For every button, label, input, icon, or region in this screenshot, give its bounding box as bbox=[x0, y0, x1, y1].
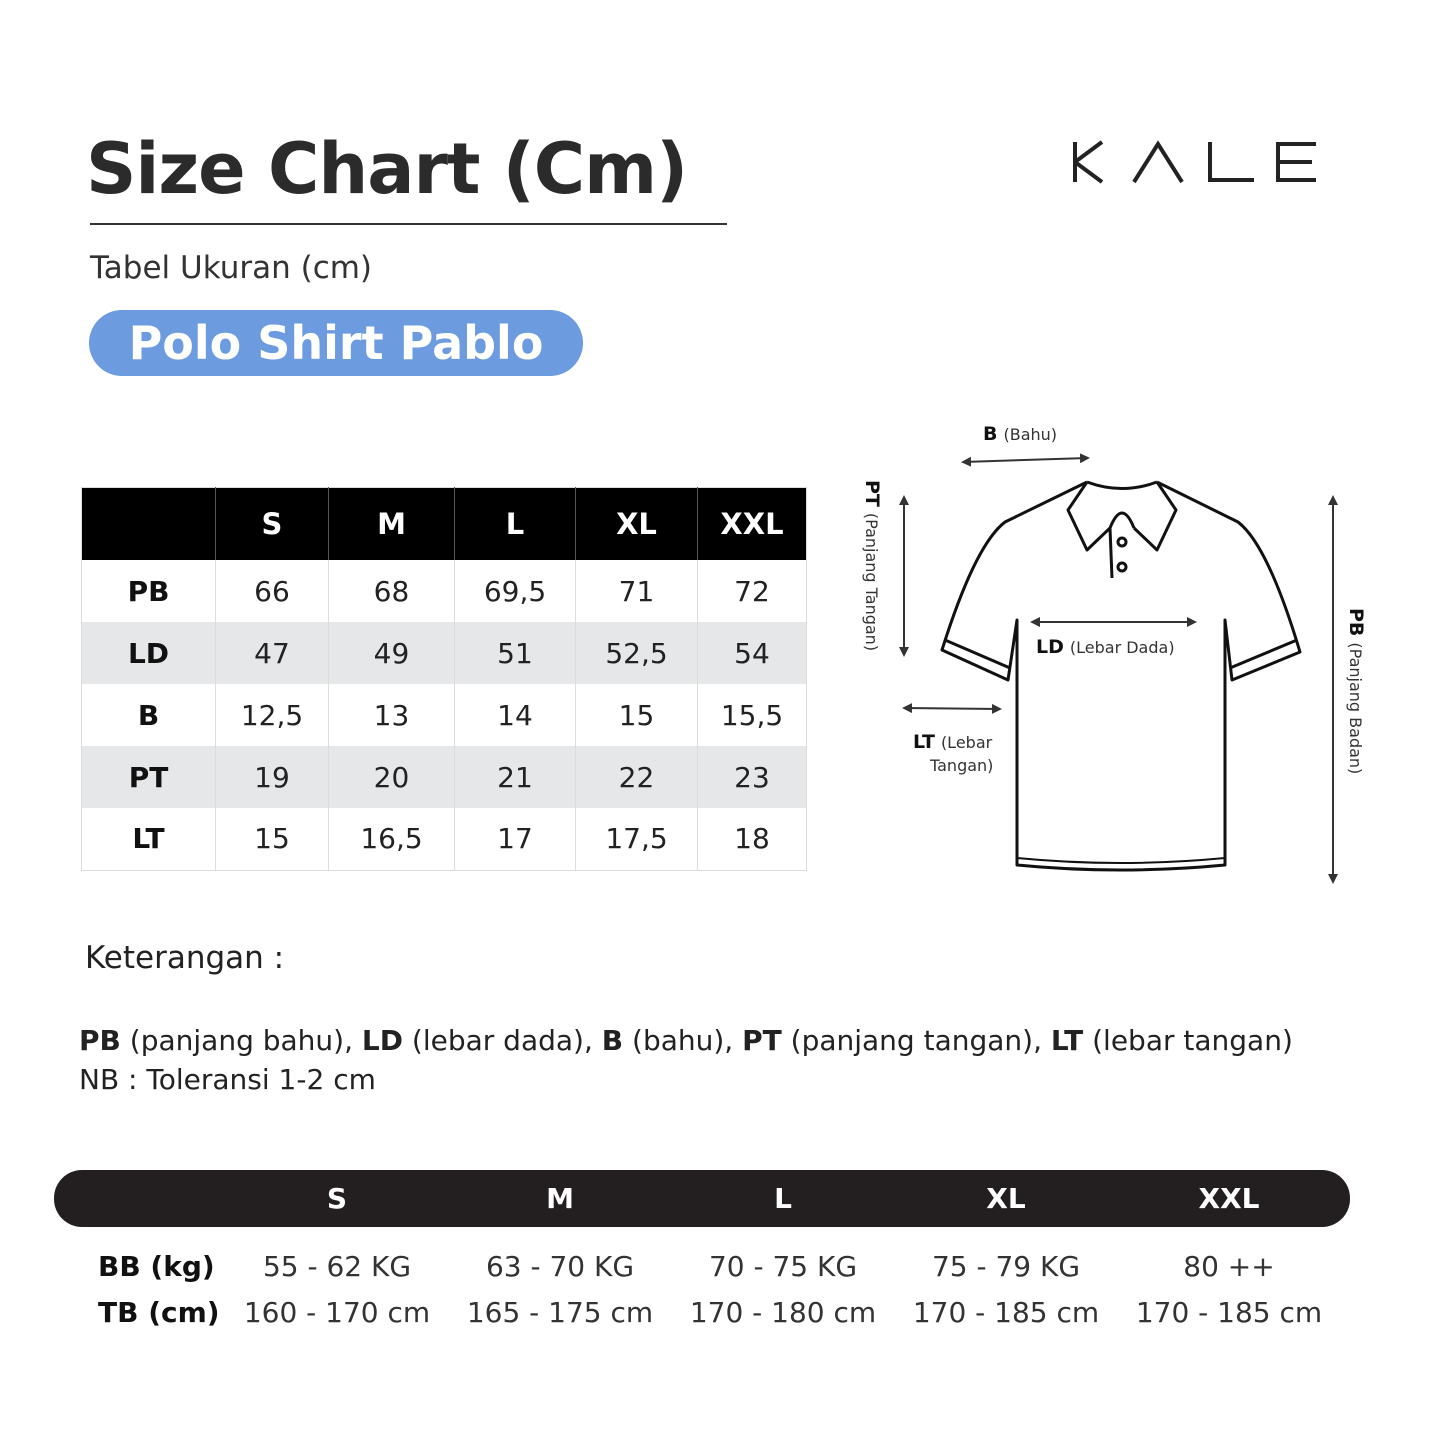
bb-value: 55 - 62 KG bbox=[262, 1250, 412, 1283]
table-cell: 16,5 bbox=[329, 808, 455, 870]
table-cell: 66 bbox=[216, 560, 329, 622]
body-size-header: L bbox=[774, 1182, 792, 1215]
table-cell: 17 bbox=[455, 808, 576, 870]
table-cell: 51 bbox=[455, 622, 576, 684]
table-cell: 21 bbox=[455, 746, 576, 808]
svg-text:PB(Panjang Badan): PB(Panjang Badan) bbox=[1345, 608, 1367, 775]
page-subtitle: Tabel Ukuran (cm) bbox=[90, 250, 373, 286]
tb-value: 170 - 180 cm bbox=[689, 1296, 877, 1329]
tb-value: 170 - 185 cm bbox=[912, 1296, 1100, 1329]
table-cell: 22 bbox=[576, 746, 698, 808]
bb-value: 70 - 75 KG bbox=[708, 1250, 858, 1283]
table-cell: 20 bbox=[329, 746, 455, 808]
body-size-header-bar bbox=[54, 1170, 1350, 1227]
body-size-header: XL bbox=[986, 1182, 1026, 1215]
table-cell: 14 bbox=[455, 684, 576, 746]
tb-value: 165 - 175 cm bbox=[466, 1296, 654, 1329]
label-ld: LD (Lebar Dada) bbox=[1036, 636, 1175, 658]
table-cell: 72 bbox=[698, 560, 807, 622]
table-cell: 68 bbox=[329, 560, 455, 622]
measurement-arrows bbox=[904, 458, 1333, 882]
notes-title: Keterangan : bbox=[85, 940, 285, 976]
body-size-header: S bbox=[326, 1182, 348, 1215]
label-lt: LT (Lebar bbox=[913, 731, 993, 753]
size-header: S bbox=[216, 488, 329, 561]
title-underline bbox=[90, 223, 727, 225]
legend-desc: (bahu), bbox=[632, 1024, 734, 1057]
table-cell: 19 bbox=[216, 746, 329, 808]
legend-desc: (lebar dada), bbox=[411, 1024, 593, 1057]
legend-desc: (lebar tangan) bbox=[1092, 1024, 1293, 1057]
size-header: XL bbox=[576, 488, 698, 561]
table-row bbox=[82, 808, 807, 870]
legend-code: PT bbox=[742, 1024, 782, 1057]
label-lt-cont: Tangan) bbox=[930, 756, 994, 775]
size-header-row bbox=[82, 488, 807, 561]
label-pb bbox=[1345, 608, 1367, 774]
table-cell: 15,5 bbox=[698, 684, 807, 746]
shirt-outline-icon bbox=[942, 482, 1300, 870]
table-cell: 18 bbox=[698, 808, 807, 870]
product-name-badge: Polo Shirt Pablo bbox=[89, 310, 583, 376]
tb-value: 170 - 185 cm bbox=[1135, 1296, 1323, 1329]
row-label: PB bbox=[82, 560, 216, 622]
table-row bbox=[82, 746, 807, 808]
size-header: M bbox=[329, 488, 455, 561]
table-cell: 69,5 bbox=[455, 560, 576, 622]
table-cell: 52,5 bbox=[576, 622, 698, 684]
table-cell: 15 bbox=[216, 808, 329, 870]
table-row bbox=[82, 560, 807, 622]
table-cell: 15 bbox=[576, 684, 698, 746]
page-title: Size Chart (Cm) bbox=[86, 128, 688, 210]
brand-logo bbox=[1072, 140, 1318, 184]
size-header: XXL bbox=[698, 488, 807, 561]
table-row bbox=[82, 684, 807, 746]
legend-desc: (panjang bahu), bbox=[129, 1024, 353, 1057]
row-label: LT bbox=[82, 808, 216, 870]
legend-code: LD bbox=[361, 1024, 403, 1057]
legend-code: PB bbox=[79, 1024, 121, 1057]
table-cell: 71 bbox=[576, 560, 698, 622]
table-cell: 23 bbox=[698, 746, 807, 808]
label-pt bbox=[861, 480, 883, 651]
corner-cell bbox=[82, 488, 216, 561]
label-b: B (Bahu) bbox=[983, 423, 1058, 445]
table-cell: 17,5 bbox=[576, 808, 698, 870]
body-size-header: XXL bbox=[1198, 1182, 1260, 1215]
body-size-header: M bbox=[546, 1182, 574, 1215]
row-label: PT bbox=[82, 746, 216, 808]
table-cell: 54 bbox=[698, 622, 807, 684]
table-cell: 12,5 bbox=[216, 684, 329, 746]
legend-desc: (panjang tangan), bbox=[790, 1024, 1042, 1057]
size-chart-table bbox=[81, 487, 807, 871]
row-label: LD bbox=[82, 622, 216, 684]
tb-label: TB (cm) bbox=[98, 1296, 220, 1329]
bb-value: 75 - 79 KG bbox=[931, 1250, 1081, 1283]
bb-label: BB (kg) bbox=[98, 1250, 215, 1283]
svg-text:PT(Panjang Tangan): PT(Panjang Tangan) bbox=[861, 480, 883, 652]
table-cell: 47 bbox=[216, 622, 329, 684]
size-header: L bbox=[455, 488, 576, 561]
legend-code: B bbox=[601, 1024, 624, 1057]
polo-shirt-diagram bbox=[855, 415, 1375, 895]
bb-value: 80 ++ bbox=[1183, 1250, 1275, 1283]
tolerance-note: NB : Toleransi 1-2 cm bbox=[79, 1063, 376, 1096]
table-cell: 13 bbox=[329, 684, 455, 746]
legend-code: LT bbox=[1050, 1024, 1084, 1057]
row-label: B bbox=[82, 684, 216, 746]
notes-legend bbox=[79, 1024, 1293, 1057]
tb-value: 160 - 170 cm bbox=[243, 1296, 431, 1329]
table-cell: 49 bbox=[329, 622, 455, 684]
bb-value: 63 - 70 KG bbox=[485, 1250, 635, 1283]
table-row bbox=[82, 622, 807, 684]
